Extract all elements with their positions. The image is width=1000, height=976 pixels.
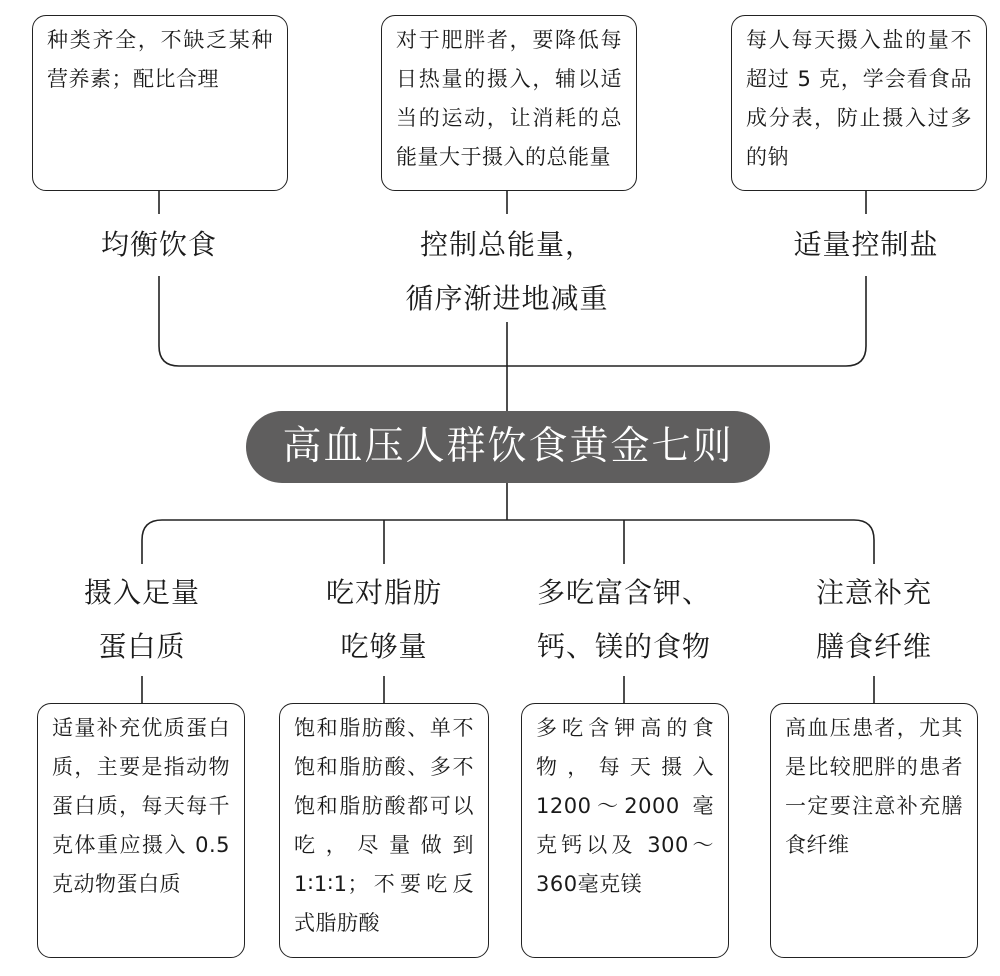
bottom-detail-box-3 — [521, 703, 729, 958]
bottom-label-2-line-1: 吃对脂肪 — [325, 576, 442, 609]
top-detail-text-3: 每人每天摄入盐的量不超过 5 克，学会看食品成分表，防止摄入过多的钠 — [746, 28, 972, 169]
bottom-label-1 — [42, 566, 242, 674]
bottom-label-2-line-2: 吃够量 — [340, 630, 428, 663]
bottom-detail-text-1: 适量补充优质蛋白质，主要是指动物蛋白质，每天每千克体重应摄入 0.5 克动物蛋白质 — [52, 716, 230, 896]
center-title: 高血压人群饮食黄金七则 — [246, 411, 770, 483]
bottom-detail-box-2 — [279, 703, 489, 958]
top-label-3-line-1: 适量控制盐 — [793, 228, 939, 261]
top-detail-text-1: 种类齐全，不缺乏某种营养素；配比合理 — [47, 28, 273, 91]
top-label-2-line-2: 循序渐进地减重 — [405, 282, 609, 315]
bottom-bracket — [142, 520, 874, 564]
bottom-label-3-line-2: 钙、镁的食物 — [536, 630, 711, 663]
bottom-label-3-line-1: 多吃富含钾、 — [536, 576, 711, 609]
top-detail-box-1 — [32, 15, 288, 191]
bottom-label-1-line-2: 蛋白质 — [98, 630, 186, 663]
bottom-label-1-line-1: 摄入足量 — [83, 576, 200, 609]
bottom-detail-text-2: 饱和脂肪酸、单不饱和脂肪酸、多不饱和脂肪酸都可以吃，尽量做到 1∶1∶1；不要吃反式脂肪酸 — [294, 716, 474, 935]
top-label-1 — [59, 218, 259, 272]
bottom-label-4 — [774, 566, 974, 674]
top-detail-box-2 — [381, 15, 637, 191]
top-label-2 — [377, 218, 637, 326]
bottom-detail-text-4: 高血压患者，尤其是比较肥胖的患者一定要注意补充膳食纤维 — [785, 716, 963, 857]
bottom-label-3 — [514, 566, 734, 674]
bottom-detail-text-3: 多吃含钾高的食物，每天摄入1200～2000 毫克钙以及 300～360毫克镁 — [536, 716, 714, 896]
bottom-label-4-line-1: 注意补充 — [815, 576, 932, 609]
bottom-detail-box-4 — [770, 703, 978, 958]
bottom-detail-box-1 — [37, 703, 245, 958]
bottom-label-2 — [284, 566, 484, 674]
top-label-1-line-1: 均衡饮食 — [100, 228, 217, 261]
bottom-label-4-line-2: 膳食纤维 — [815, 630, 932, 663]
top-detail-text-2: 对于肥胖者，要降低每日热量的摄入，辅以适当的运动，让消耗的总能量大于摄入的总能量 — [396, 28, 622, 169]
top-detail-box-3 — [731, 15, 987, 191]
top-label-2-line-1: 控制总能量， — [419, 228, 594, 261]
top-label-3 — [756, 218, 976, 272]
